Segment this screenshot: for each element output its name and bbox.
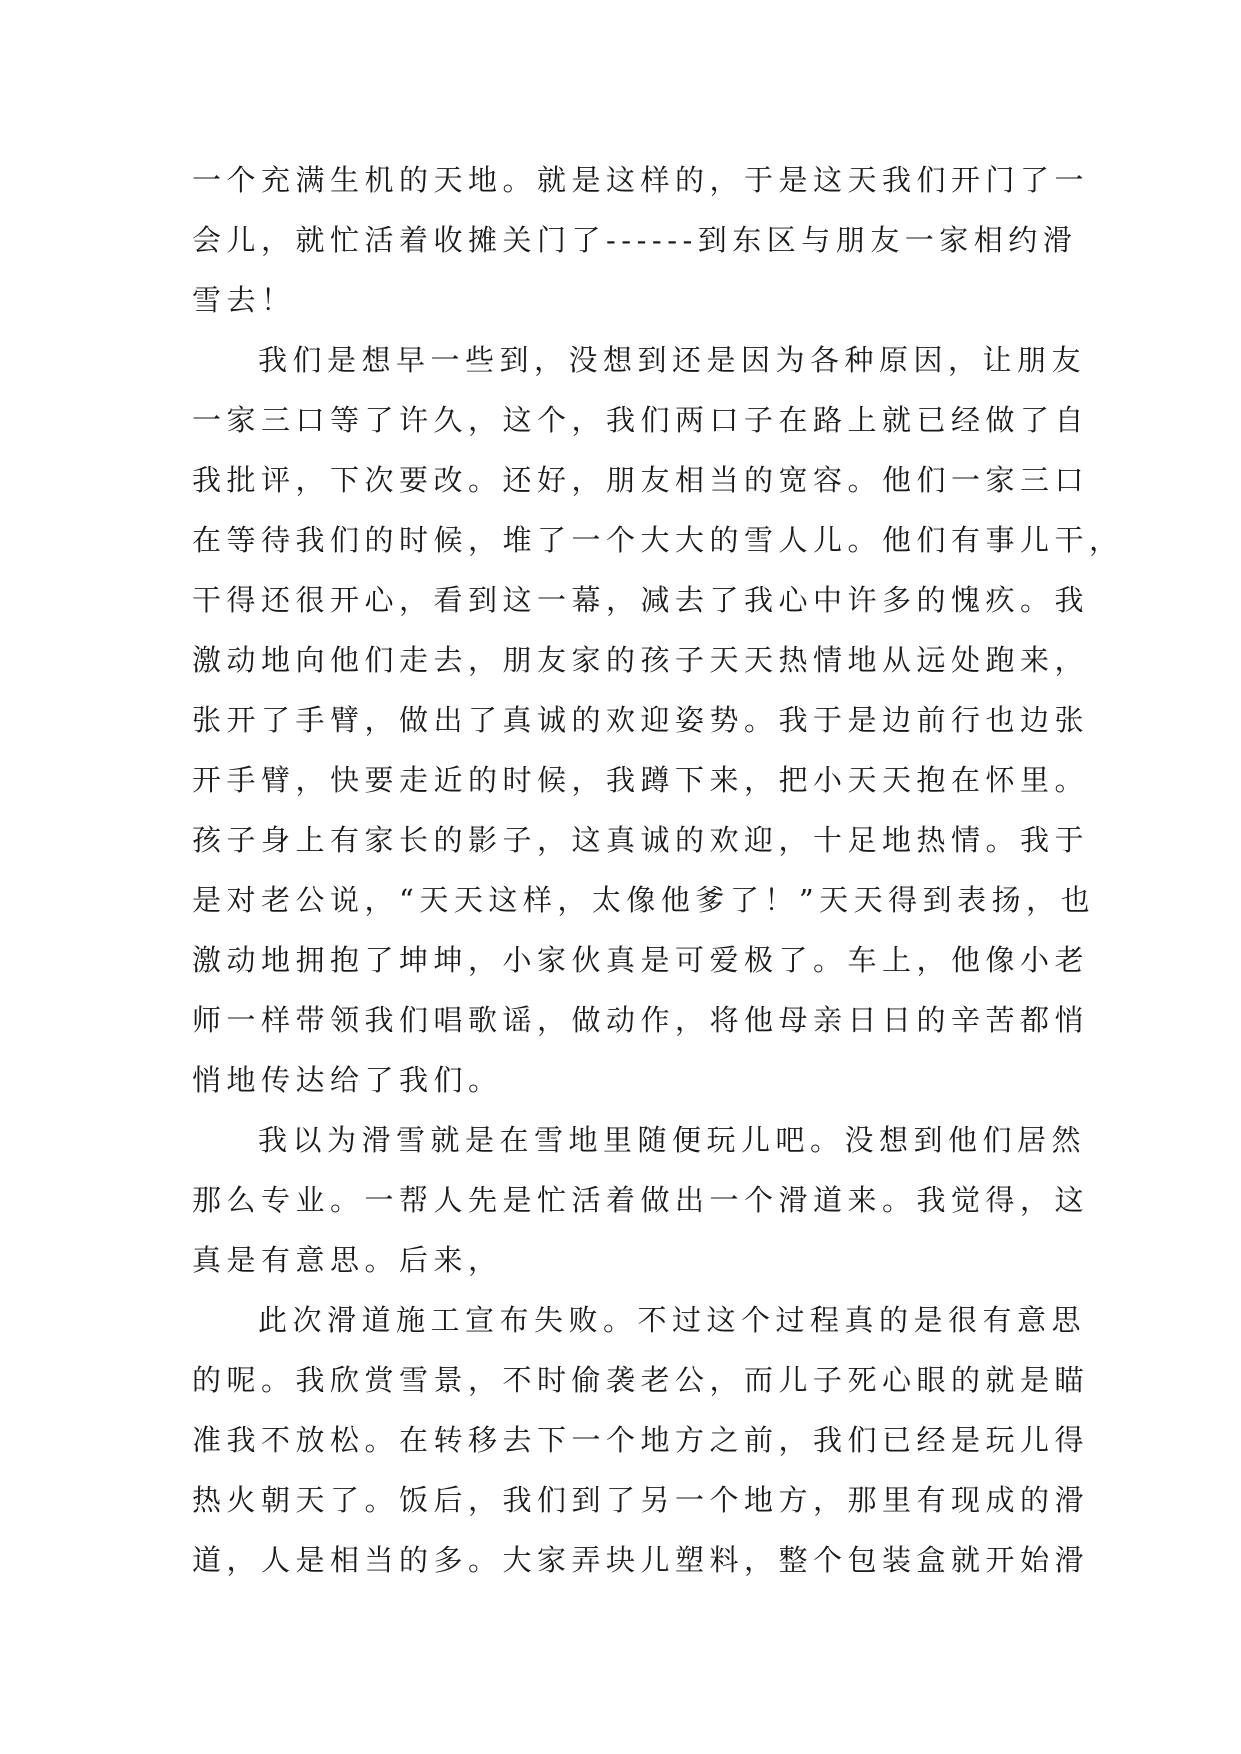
paragraph xyxy=(192,1290,1090,1590)
body-text xyxy=(192,150,1124,1590)
paragraph xyxy=(192,150,1090,330)
text-line: 会儿，就忙活着收摊关门了------到东区与朋友一家相约滑 xyxy=(192,223,1078,257)
text-line: 我以为滑雪就是在雪地里随便玩儿吧。没想到他们居然 xyxy=(258,1123,1087,1157)
text-line: 师一样带领我们唱歌谣，做动作，将他母亲日日的辛苦都悄 xyxy=(192,1003,1090,1037)
paragraph xyxy=(192,330,1124,1110)
text-line: 悄地传达给了我们。 xyxy=(192,1063,503,1097)
text-line: 一个充满生机的天地。就是这样的，于是这天我们开门了一 xyxy=(192,163,1090,197)
text-line: 激动地拥抱了坤坤，小家伙真是可爱极了。车上，他像小老 xyxy=(192,943,1090,977)
text-line: 在等待我们的时候，堆了一个大大的雪人儿。他们有事儿干， xyxy=(192,523,1124,557)
text-line: 热火朝天了。饭后，我们到了另一个地方，那里有现成的滑 xyxy=(192,1483,1090,1517)
text-line: 准我不放松。在转移去下一个地方之前，我们已经是玩儿得 xyxy=(192,1423,1090,1457)
text-line: 我们是想早一些到，没想到还是因为各种原因，让朋友 xyxy=(258,343,1087,377)
text-line: 此次滑道施工宣布失败。不过这个过程真的是很有意思 xyxy=(258,1303,1087,1337)
text-line: 那么专业。一帮人先是忙活着做出一个滑道来。我觉得，这 xyxy=(192,1183,1090,1217)
text-line: 我批评，下次要改。还好，朋友相当的宽容。他们一家三口 xyxy=(192,463,1090,497)
text-line: 开手臂，快要走近的时候，我蹲下来，把小天天抱在怀里。 xyxy=(192,763,1090,797)
paragraph xyxy=(192,1110,1090,1290)
text-line: 是对老公说，“天天这样，太像他爹了！”天天得到表扬，也 xyxy=(192,883,1096,917)
text-line: 的呢。我欣赏雪景，不时偷袭老公，而儿子死心眼的就是瞄 xyxy=(192,1363,1090,1397)
text-line: 张开了手臂，做出了真诚的欢迎姿势。我于是边前行也边张 xyxy=(192,703,1090,737)
text-line: 一家三口等了许久，这个，我们两口子在路上就已经做了自 xyxy=(192,403,1090,437)
text-line: 干得还很开心，看到这一幕，减去了我心中许多的愧疚。我 xyxy=(192,583,1090,617)
text-line: 激动地向他们走去，朋友家的孩子天天热情地从远处跑来， xyxy=(192,643,1090,677)
text-line: 道，人是相当的多。大家弄块儿塑料，整个包装盒就开始滑 xyxy=(192,1543,1090,1577)
text-line: 真是有意思。后来， xyxy=(192,1243,503,1277)
text-line: 雪去！ xyxy=(192,283,296,317)
text-line: 孩子身上有家长的影子，这真诚的欢迎，十足地热情。我于 xyxy=(192,823,1090,857)
